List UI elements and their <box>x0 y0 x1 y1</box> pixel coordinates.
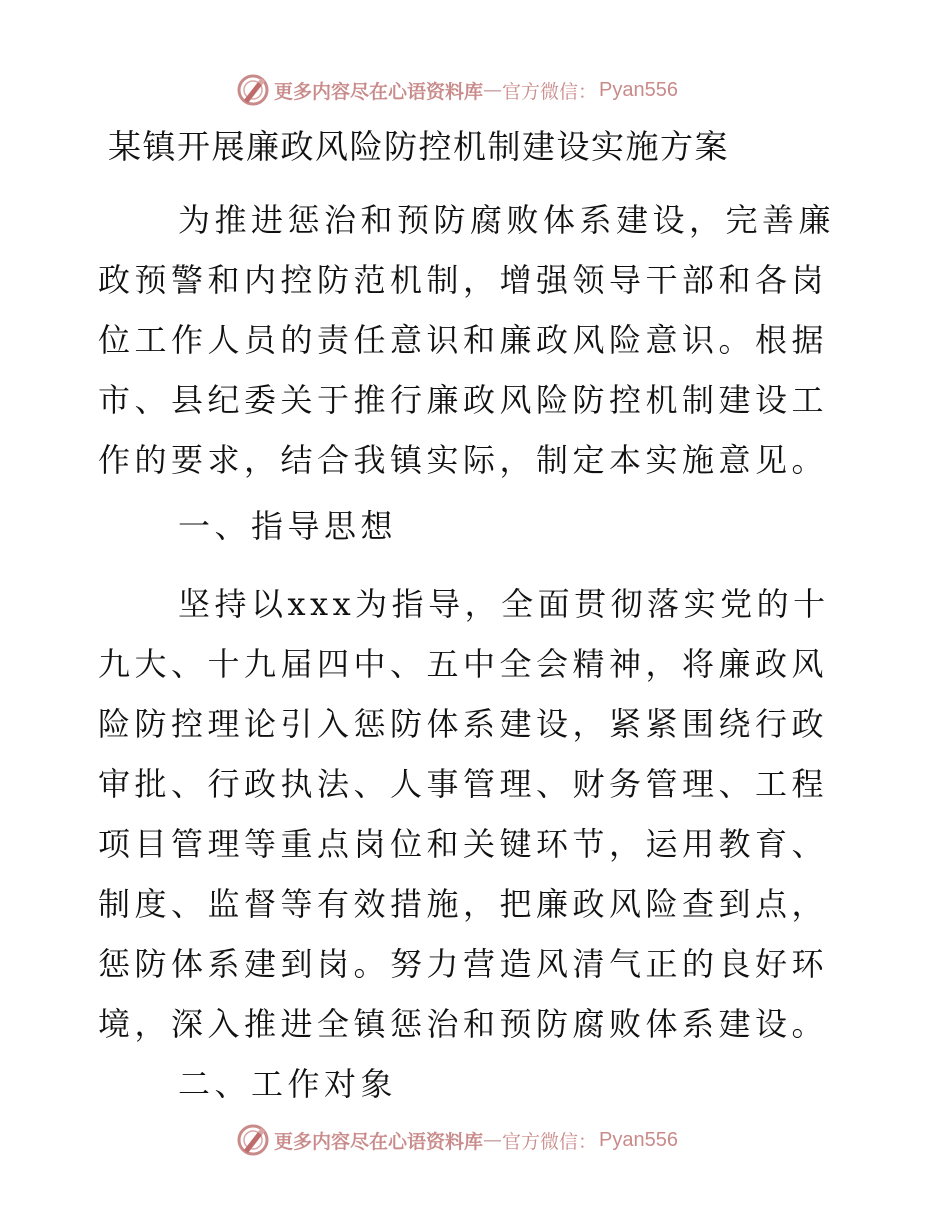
document-title: 某镇开展廉政风险防控机制建设实施方案 <box>108 127 729 166</box>
watermark-footer <box>236 1122 678 1158</box>
watermark-separator: — <box>483 1129 503 1151</box>
section-body-1: 坚持以xxx为指导，全面贯彻落实党的十九大、十九届四中、五中全会精神，将廉政风险防控理论引入惩防体系建设，紧紧围绕行政审批、行政执法、人事管理、财务管理、工程项目管理等重点岗位和关键环节，运用教育、制度、监督等有效措施，把廉政风险查到点，惩防体系建到岗。努力营造风清气正的良好环境，深入推进全镇惩治和预防腐败体系建设。 <box>98 585 830 1043</box>
pen-logo-icon <box>236 73 270 107</box>
watermark-wechat-id: Pyan556 <box>599 78 678 101</box>
watermark-main-text: 更多内容尽在心语资料库 <box>274 1130 484 1153</box>
watermark-wechat-id: Pyan556 <box>599 1128 678 1151</box>
watermark-wechat-label: 官方微信： <box>502 80 598 103</box>
section-heading-1: 一、指导思想 <box>178 507 398 545</box>
intro-paragraph: 为推进惩治和预防腐败体系建设，完善廉政预警和内控防范机制，增强领导干部和各岗位工作人员的责任意识和廉政风险意识。根据市、县纪委关于推行廉政风险防控机制建设工作的要求，结合我镇实际，制定本实施意见。 <box>98 201 836 479</box>
section-heading-2: 二、工作对象 <box>178 1065 398 1103</box>
watermark-separator: — <box>483 79 503 101</box>
watermark-header <box>236 72 678 108</box>
watermark-main-text: 更多内容尽在心语资料库 <box>274 80 484 103</box>
watermark-wechat-label: 官方微信： <box>502 1130 598 1153</box>
pen-logo-icon <box>236 1123 270 1157</box>
